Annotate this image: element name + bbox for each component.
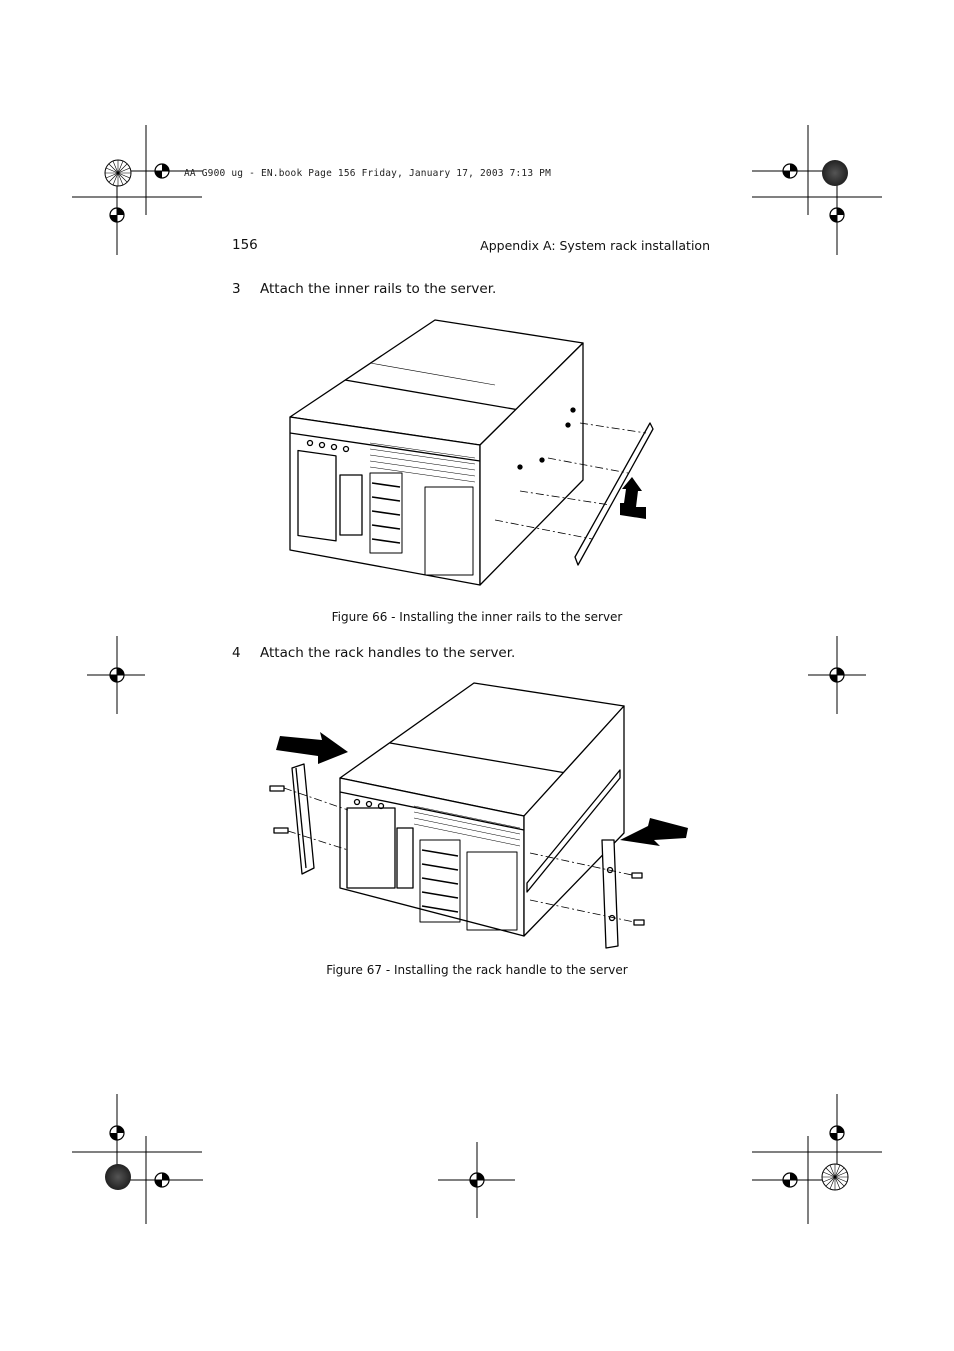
running-head: Appendix A: System rack installation	[480, 238, 710, 253]
step-number: 4	[232, 645, 241, 661]
step-text: Attach the rack handles to the server.	[260, 645, 516, 661]
step-text: Attach the inner rails to the server.	[260, 281, 497, 297]
print-slug-line: AA G900 ug - EN.book Page 156 Friday, January 17, 2003 7:13 PM	[184, 168, 552, 179]
step-4	[232, 645, 515, 661]
step-3	[232, 281, 496, 297]
figure-66-illustration	[280, 315, 660, 595]
step-number: 3	[232, 281, 241, 297]
figure-66-caption: Figure 66 - Installing the inner rails to the server	[331, 610, 623, 624]
figure-67-illustration	[262, 678, 702, 958]
page-number: 156	[232, 237, 258, 253]
figure-67-caption: Figure 67 - Installing the rack handle to the server	[326, 963, 628, 977]
